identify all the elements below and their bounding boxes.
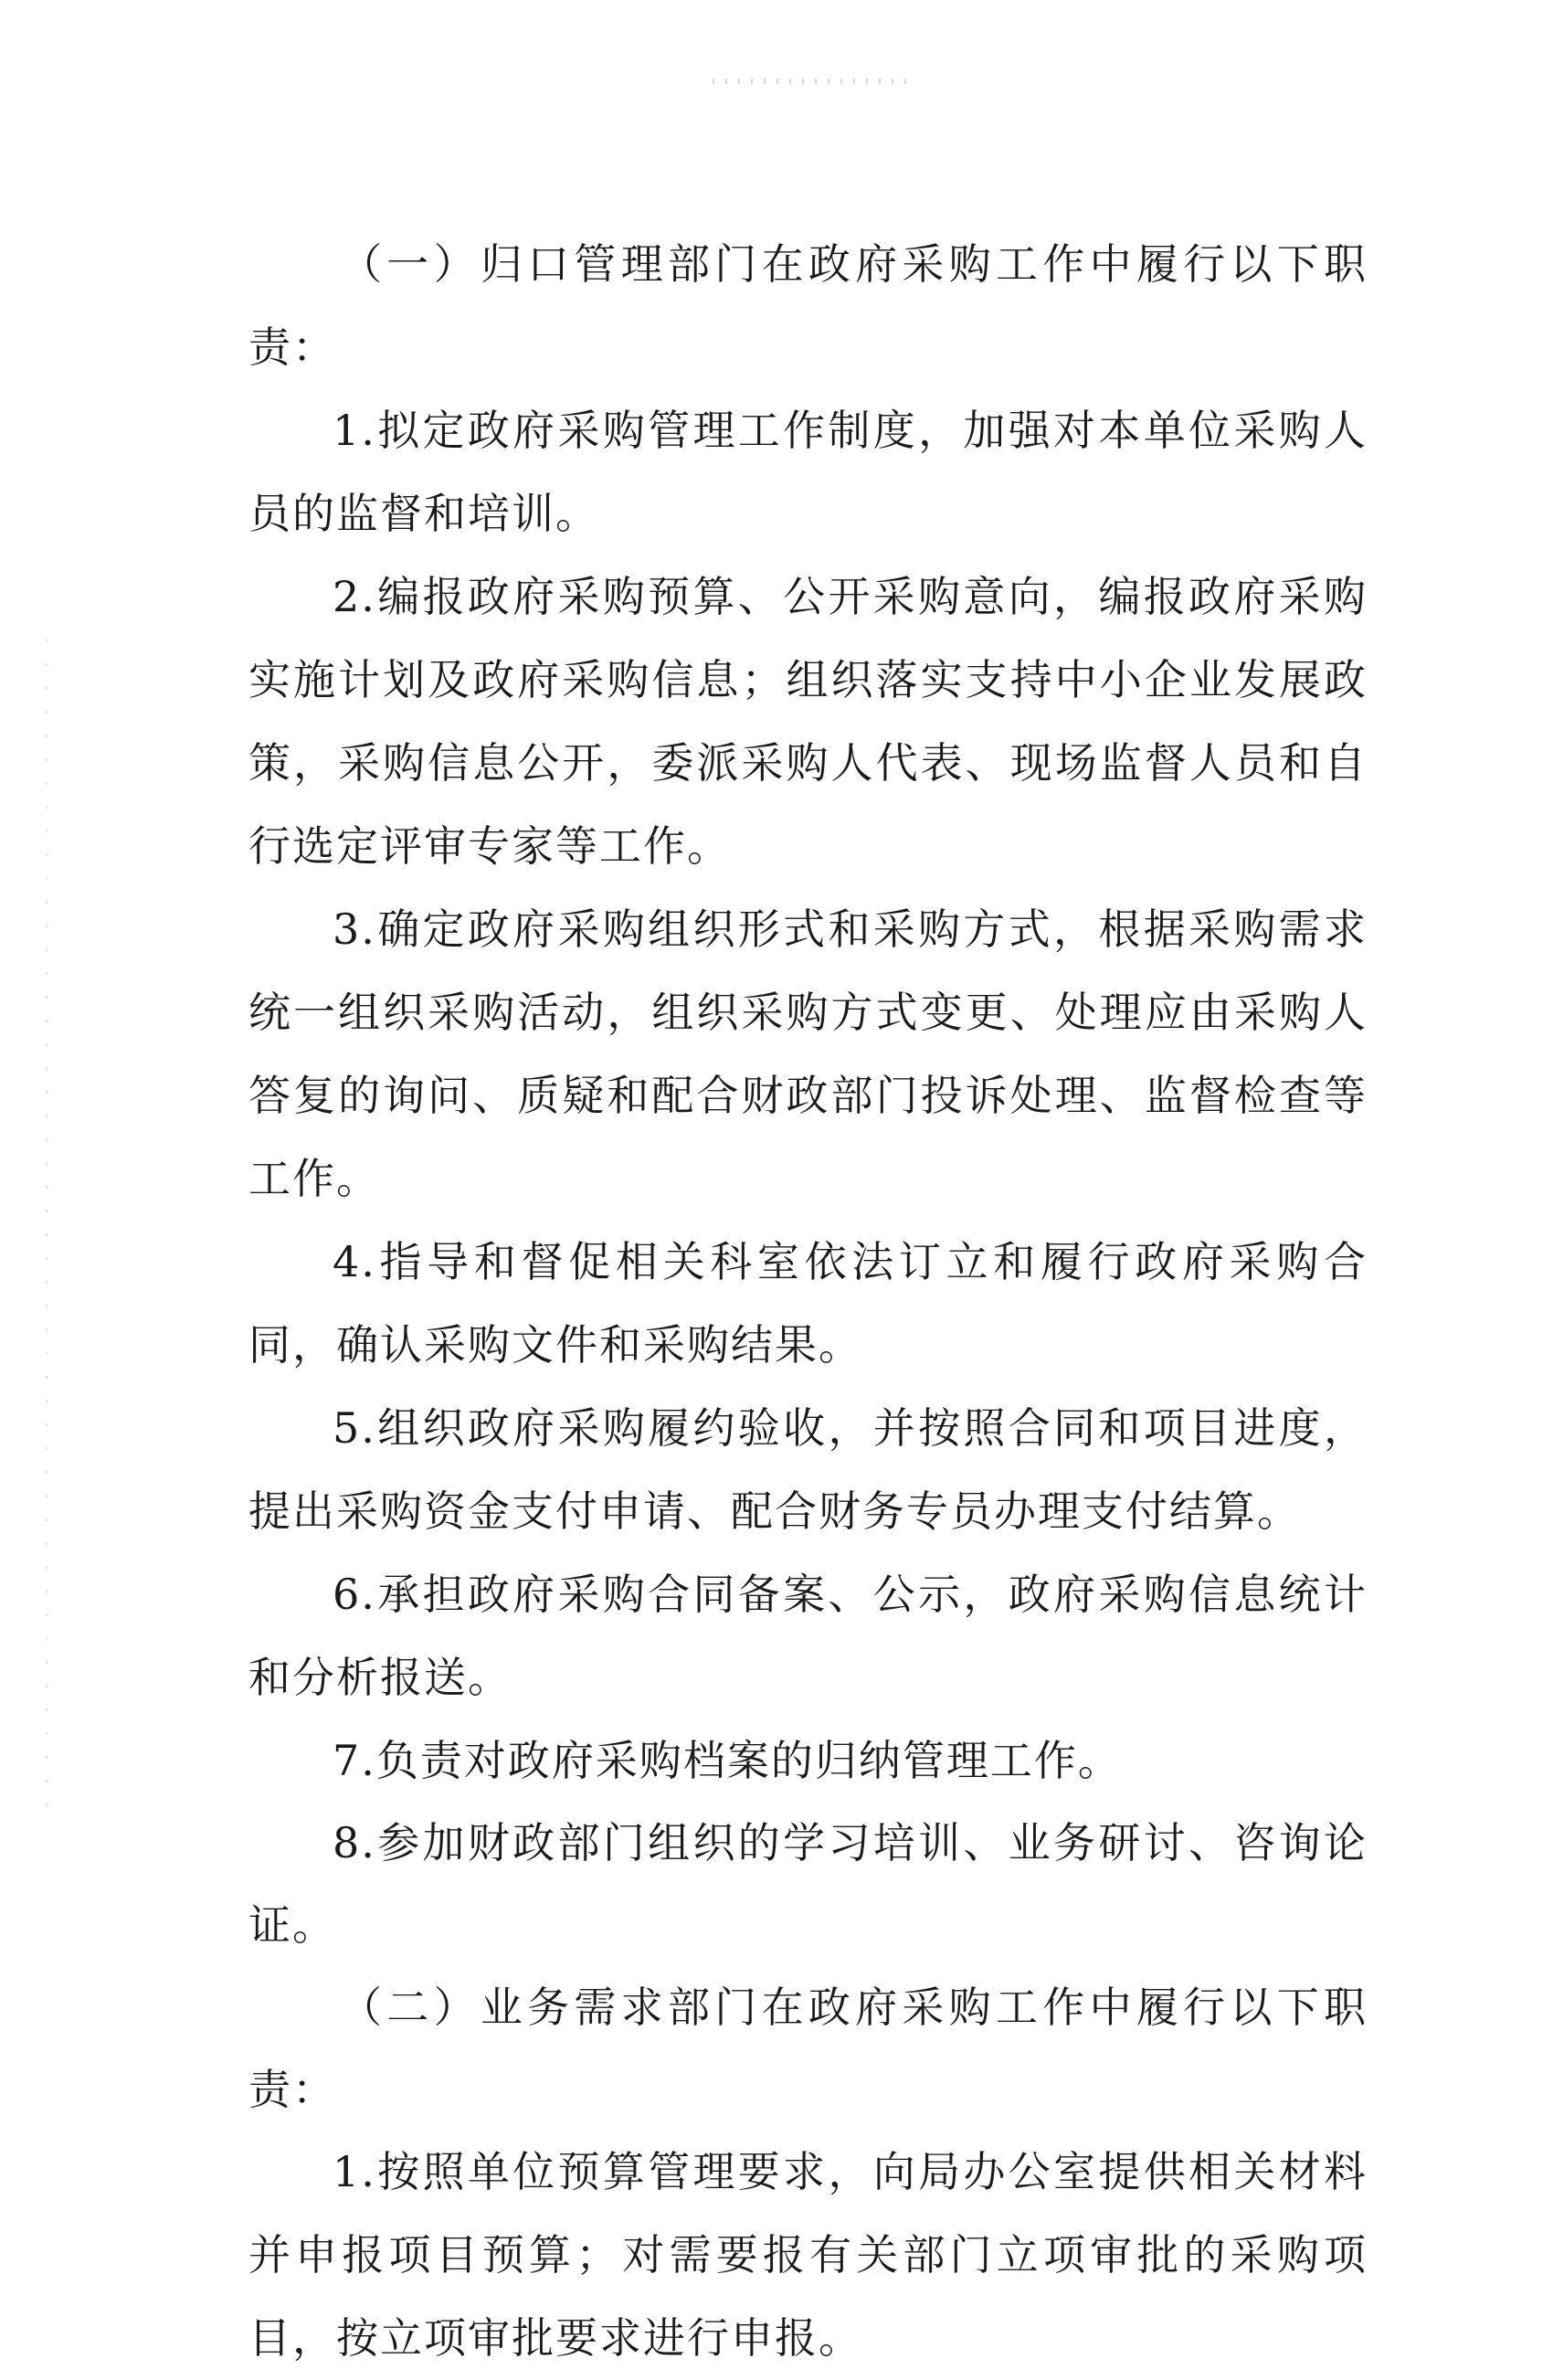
duty-item-3: 3.确定政府采购组织形式和采购方式，根据采购需求统一组织采购活动，组织采购方式变更、处理应由采购人答复的询问、质疑和配合财政部门投诉处理、监督检查等工作。 bbox=[248, 904, 1368, 1203]
document-body bbox=[248, 223, 1368, 2380]
business-duty-item-1: 1.按照单位预算管理要求，向局办公室提供相关材料并申报项目预算；对需要报有关部门立项审批的采购项目，按立项审批要求进行申报。 bbox=[248, 2147, 1368, 2363]
duty-item-5: 5.组织政府采购履约验收，并按照合同和项目进度，提出采购资金支付申请、配合财务专员办理支付结算。 bbox=[248, 1403, 1368, 1536]
scan-noise-left-edge bbox=[46, 640, 48, 1827]
scan-noise-top bbox=[713, 79, 914, 84]
duty-item-6: 6.承担政府采购合同备案、公示，政府采购信息统计和分析报送。 bbox=[248, 1570, 1368, 1702]
duty-item-7: 7.负责对政府采购档案的归纳管理工作。 bbox=[333, 1736, 1122, 1785]
duty-item-2: 2.编报政府采购预算、公开采购意向，编报政府采购实施计划及政府采购信息；组织落实支持中小企业发展政策，采购信息公开，委派采购人代表、现场监督人员和自行选定评审专家等工作。 bbox=[248, 572, 1368, 871]
duty-item-8: 8.参加财政部门组织的学习培训、业务研讨、咨询论证。 bbox=[248, 1818, 1368, 1950]
duty-item-4: 4.指导和督促相关科室依法订立和履行政府采购合同，确认采购文件和采购结果。 bbox=[248, 1237, 1368, 1370]
section-heading-2: （二）业务需求部门在政府采购工作中履行以下职责： bbox=[248, 1983, 1368, 2114]
duty-item-1: 1.拟定政府采购管理工作制度，加强对本单位采购人员的监督和培训。 bbox=[248, 406, 1368, 538]
section-heading-1: （一）归口管理部门在政府采购工作中履行以下职责： bbox=[248, 239, 1368, 372]
